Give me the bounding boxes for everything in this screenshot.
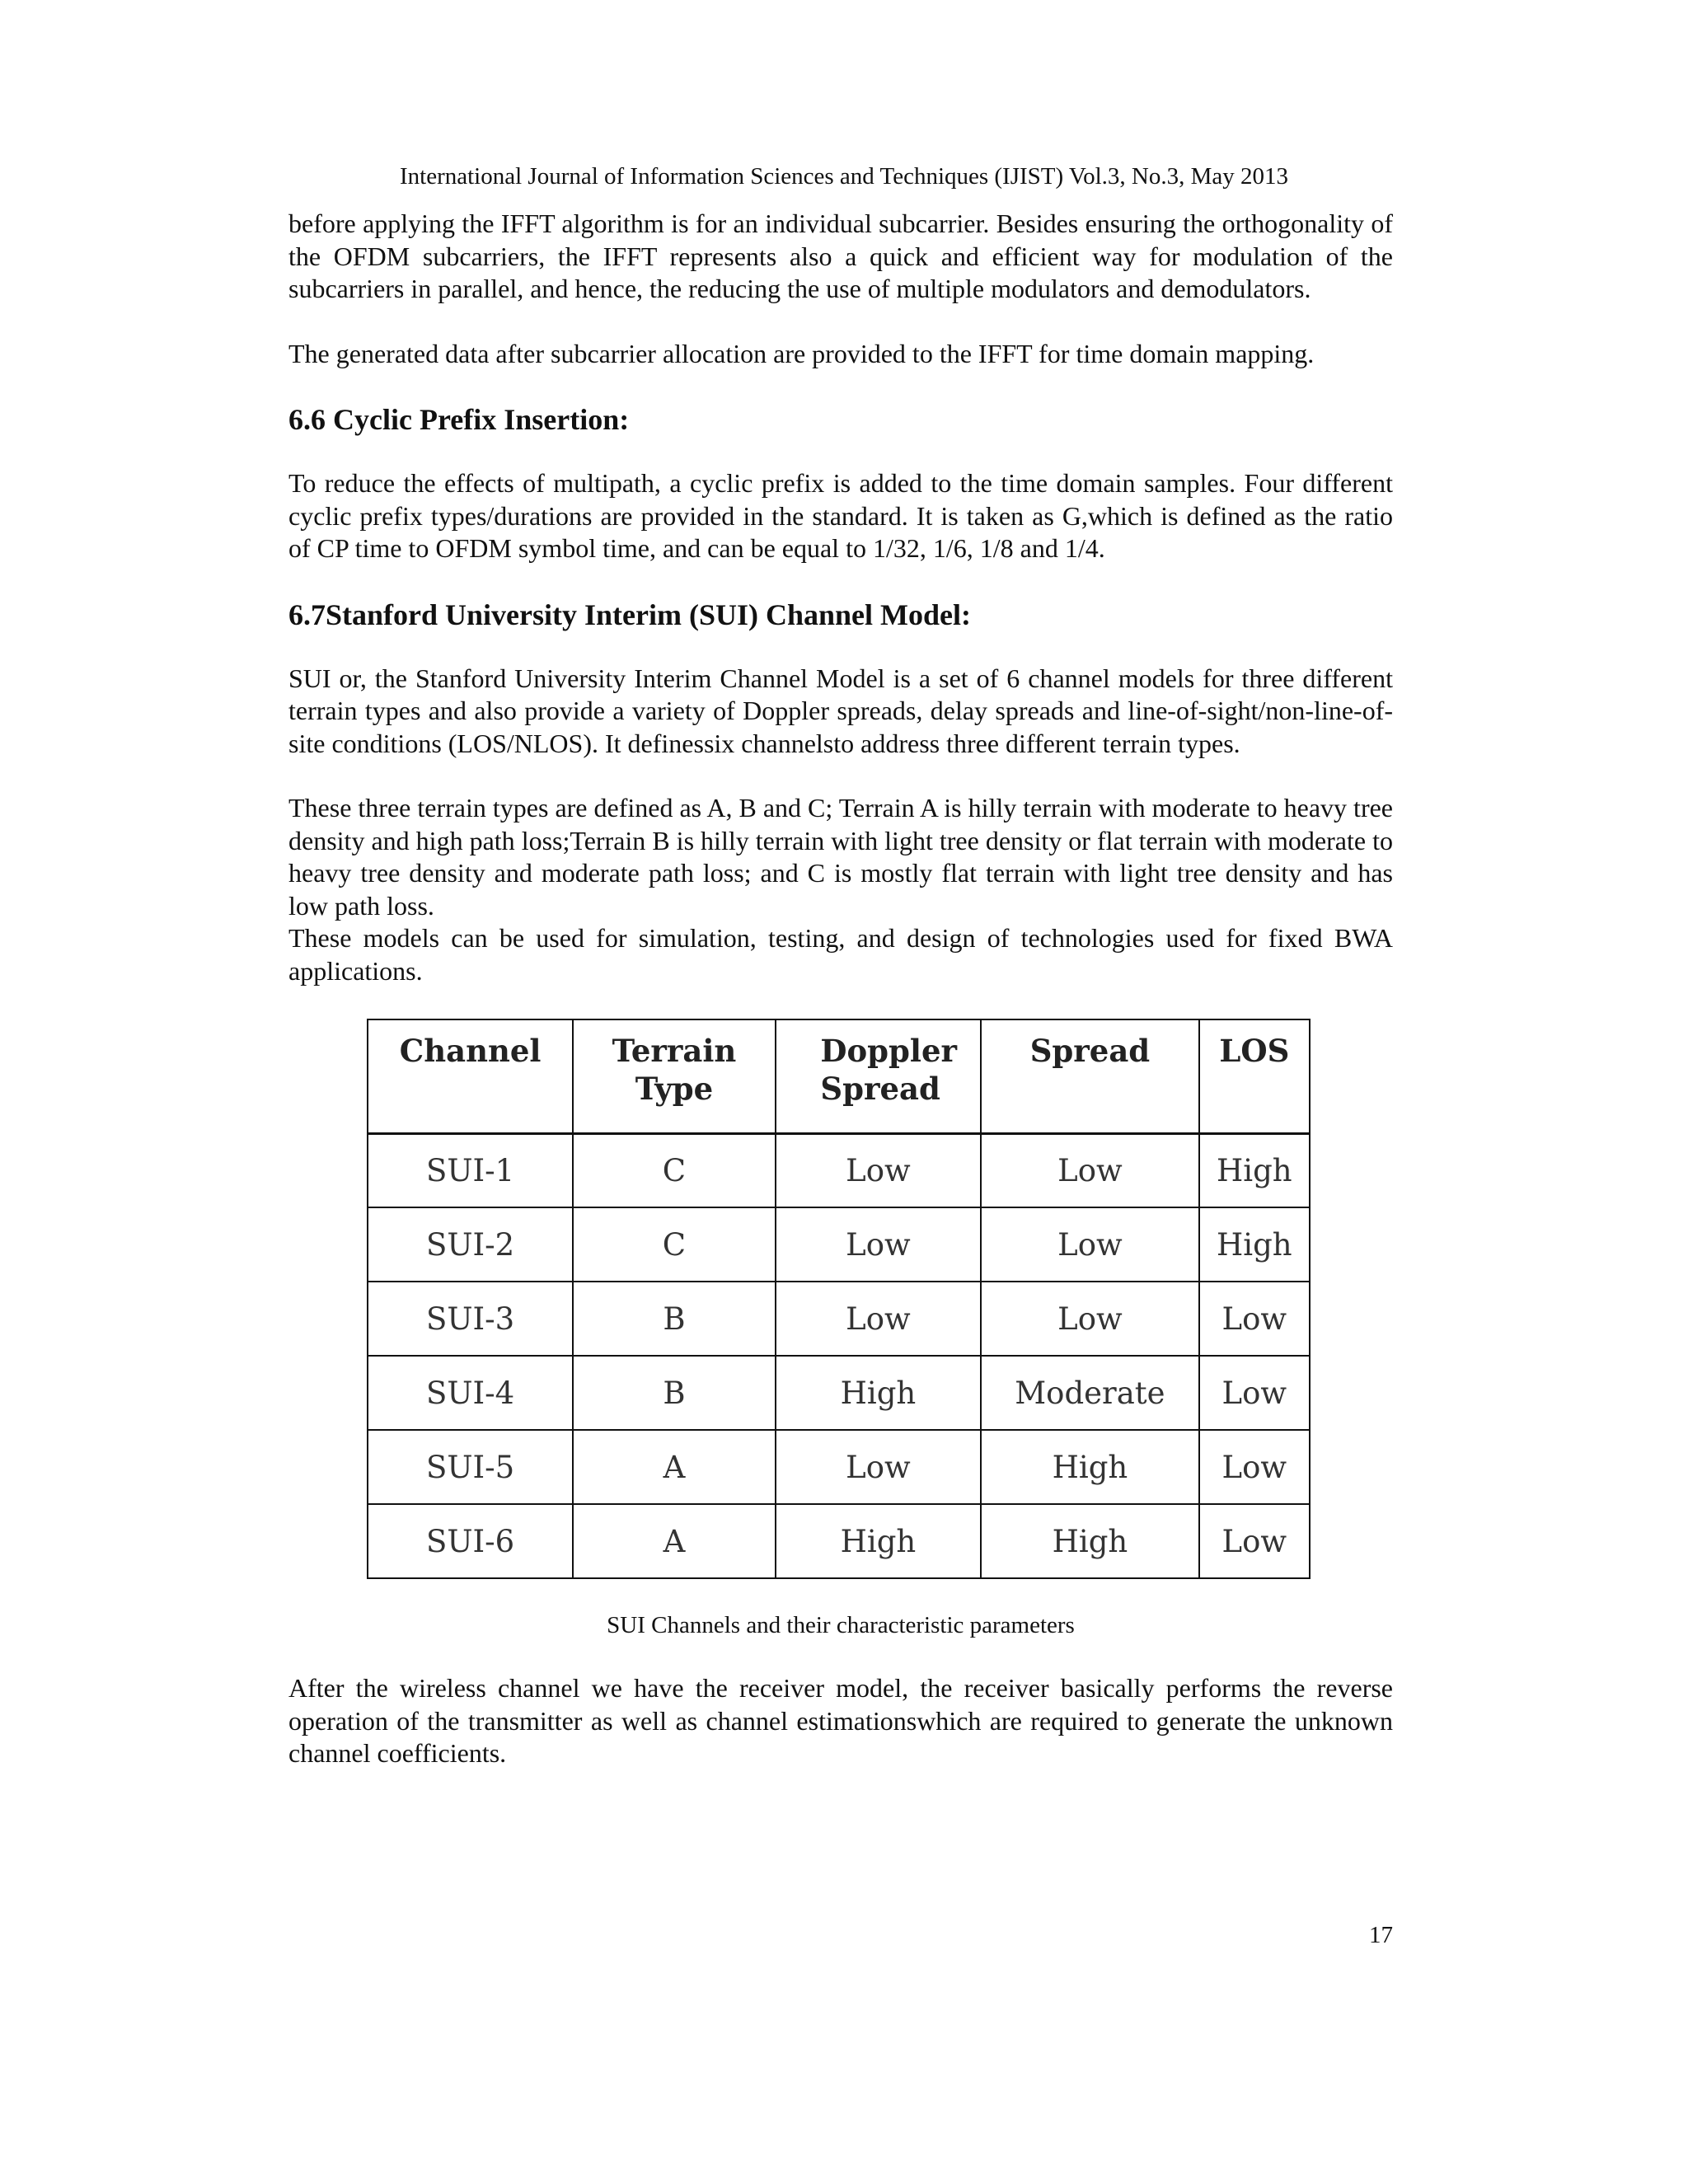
table-cell: SUI-6 [368, 1504, 573, 1578]
table-cell: SUI-3 [368, 1282, 573, 1356]
table-cell: A [573, 1504, 775, 1578]
table-cell: C [573, 1133, 775, 1207]
table-row [368, 1430, 1310, 1504]
table-row [368, 1207, 1310, 1282]
table-cell: SUI-2 [368, 1207, 573, 1282]
sui-channel-table [367, 1019, 1311, 1579]
table-cell: A [573, 1430, 775, 1504]
table-cell: Low [1199, 1504, 1310, 1578]
table-cell: Low [776, 1133, 982, 1207]
column-header-los: LOS [1199, 1019, 1310, 1133]
table-cell: Low [776, 1207, 982, 1282]
paragraph-sui-intro: SUI or, the Stanford University Interim Channel Model is a set of 6 channel models for three different terrain types and also provide a variety of Doppler spreads, delay spreads and line-of-sight/non-line-of-site conditions (LOS/NLOS). It definessix channelsto address three different terrain types. [288, 663, 1393, 758]
paragraph-ifft: before applying the IFFT algorithm is for an individual subcarrier. Besides ensuring the orthogonality of the OFDM subcarriers, the IFFT represents also a quick and efficient way for modulation of the subcarriers in parallel, and hence, the reducing the use of multiple modulators and demodulators. [288, 209, 1393, 303]
table-cell: High [776, 1356, 982, 1430]
table-cell: B [573, 1356, 775, 1430]
table-cell: High [981, 1430, 1198, 1504]
table-cell: High [776, 1504, 982, 1578]
column-header-doppler-spread: Doppler Spread [776, 1019, 982, 1133]
table-row [368, 1282, 1310, 1356]
table-row [368, 1133, 1310, 1207]
table-caption: SUI Channels and their characteristic parameters [607, 1612, 1075, 1638]
table-cell: High [1199, 1207, 1310, 1282]
table-cell: High [981, 1504, 1198, 1578]
table-cell: Low [776, 1430, 982, 1504]
table-cell: Low [776, 1282, 982, 1356]
column-header-spread: Spread [981, 1019, 1198, 1133]
table-cell: SUI-1 [368, 1133, 573, 1207]
table-header-row [368, 1019, 1310, 1133]
table-cell: Low [1199, 1430, 1310, 1504]
journal-header: International Journal of Information Sciences and Techniques (IJIST) Vol.3, No.3, May 2013 [400, 163, 1288, 190]
table-cell: Low [981, 1207, 1198, 1282]
table-cell: SUI-4 [368, 1356, 573, 1430]
section-heading-cyclic-prefix: 6.6 Cyclic Prefix Insertion: [288, 403, 630, 436]
sui-table-container [367, 1019, 1311, 1579]
table-cell: High [1199, 1133, 1310, 1207]
table-cell: Moderate [981, 1356, 1198, 1430]
table-cell: B [573, 1282, 775, 1356]
table-cell: Low [981, 1133, 1198, 1207]
table-row [368, 1356, 1310, 1430]
column-header-channel: Channel [368, 1019, 573, 1133]
table-cell: Low [1199, 1356, 1310, 1430]
table-cell: Low [1199, 1282, 1310, 1356]
paragraph-generated-data: The generated data after subcarrier allocation are provided to the IFFT for time domain mapping. [288, 338, 1315, 368]
table-cell: C [573, 1207, 775, 1282]
paragraph-applications: These models can be used for simulation, testing, and design of technologies used for fixed BWA applications. [288, 923, 1393, 986]
paragraph-cyclic-prefix: To reduce the effects of multipath, a cyclic prefix is added to the time domain samples. Four different cyclic prefix types/durations are provided in the standard. It is taken as G,which is defined as the ratio of CP time to OFDM symbol time, and can be equal to 1/32, 1/6, 1/8 and 1/4. [288, 468, 1393, 563]
paragraph-terrain-types: These three terrain types are defined as A, B and C; Terrain A is hilly terrain with moderate to heavy tree density and high path loss;Terrain B is hilly terrain with light tree density or flat terrain with moderate to heavy tree density and moderate path loss; and C is mostly flat terrain with light tree density and has low path loss. [288, 793, 1393, 921]
section-heading-sui-model: 6.7Stanford University Interim (SUI) Channel Model: [288, 598, 971, 631]
column-header-terrain-type: Terrain Type [573, 1019, 775, 1133]
table-cell: Low [981, 1282, 1198, 1356]
page-body [288, 208, 1393, 1770]
page-number: 17 [1369, 1922, 1393, 1948]
paragraph-receiver-model: After the wireless channel we have the receiver model, the receiver basically performs the reverse operation of the transmitter as well as channel estimationswhich are required to generate the unknown channel coefficients. [288, 1673, 1393, 1768]
table-row [368, 1504, 1310, 1578]
table-cell: SUI-5 [368, 1430, 573, 1504]
